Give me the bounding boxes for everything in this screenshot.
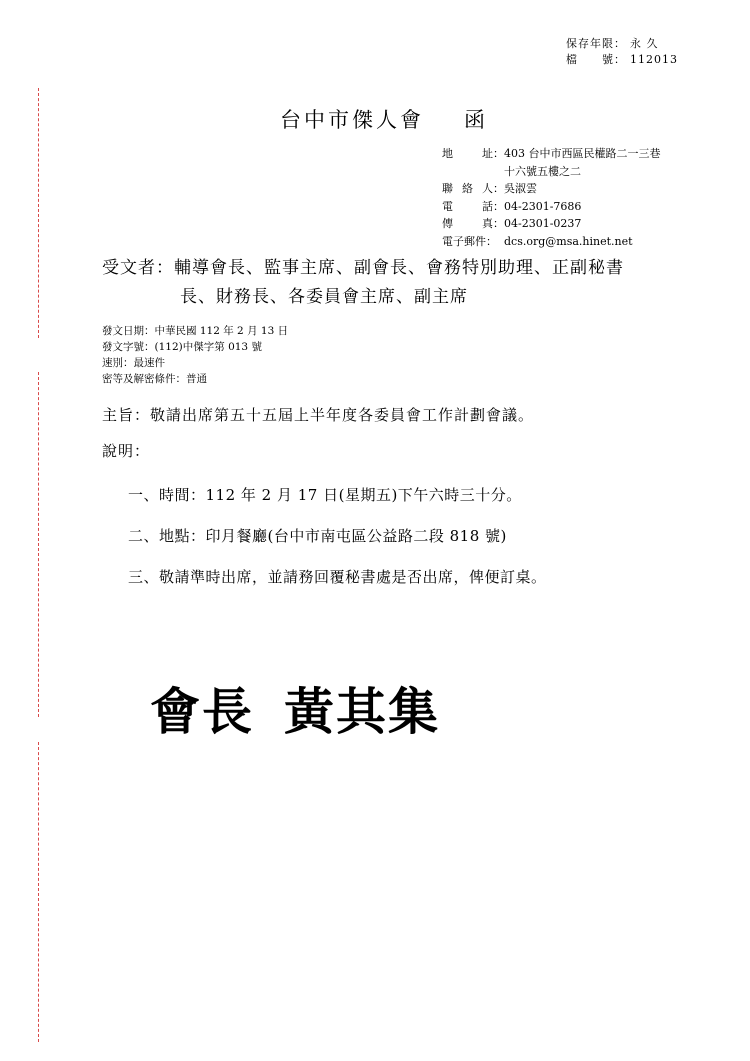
address-label: 地 址： — [442, 147, 504, 160]
issue-date: 發文日期：中華民國 112 年 2 月 13 日 — [102, 325, 289, 337]
retention-block — [566, 36, 678, 68]
contact-value: 吳淑雲 — [504, 182, 537, 195]
signature — [150, 672, 440, 744]
file-number-label: 檔 號： — [566, 53, 626, 66]
signature-name: 黃其集 — [284, 683, 440, 741]
email-value: dcs.org@msa.hinet.net — [504, 234, 633, 248]
binding-line-bottom — [38, 742, 39, 1042]
email-row — [442, 233, 661, 251]
retention-period-row — [566, 36, 678, 52]
explanation-item-rsvp: 三、敬請準時出席，並請務回覆秘書處是否出席，俾便訂桌。 — [128, 568, 547, 586]
binding-line-middle — [38, 372, 39, 717]
contact-label: 聯 絡 人： — [442, 182, 504, 195]
meta-block — [102, 323, 288, 387]
fax-row — [442, 215, 661, 233]
fax-value: 04-2301-0237 — [504, 217, 582, 230]
recipients-block — [102, 254, 702, 312]
email-label: 電子郵件： — [442, 234, 497, 248]
explanation-items — [128, 484, 547, 607]
file-number-value: 112013 — [630, 53, 678, 66]
explanation-item-time: 一、時間：112 年 2 月 17 日(星期五)下午六時三十分。 — [128, 486, 522, 504]
binding-line-top — [38, 88, 39, 338]
document-title — [280, 104, 488, 134]
explanation-heading: 說明： — [102, 442, 151, 460]
org-name: 台中市傑人會 — [280, 108, 424, 132]
fax-label: 傳 真： — [442, 217, 504, 230]
security-level: 密等及解密條件：普通 — [102, 373, 207, 385]
doc-type: 函 — [464, 108, 488, 132]
address-value-line2: 十六號五樓之二 — [504, 164, 581, 178]
address-continuation — [442, 163, 661, 181]
sender-info — [442, 145, 661, 250]
explanation-item-location: 二、地點：印月餐廳(台中市南屯區公益路二段 818 號) — [128, 527, 507, 545]
delivery-speed: 速別：最速件 — [102, 357, 165, 369]
subject-line: 主旨：敬請出席第五十五屆上半年度各委員會工作計劃會議。 — [102, 406, 535, 424]
contact-row — [442, 180, 661, 198]
address-value: 403 台中市西區民權路二一三巷 — [504, 147, 661, 160]
retention-period-value: 永 久 — [630, 37, 659, 50]
recipients-line-1: 受文者：輔導會長、監事主席、副會長、會務特別助理、正副秘書 — [102, 258, 624, 278]
address-row — [442, 145, 661, 163]
phone-value: 04-2301-7686 — [504, 199, 582, 213]
phone-label: 電 話： — [442, 199, 504, 213]
file-number-row — [566, 52, 678, 68]
signature-title: 會長 — [150, 683, 254, 741]
recipients-line-2: 長、財務長、各委員會主席、副主席 — [180, 287, 468, 307]
phone-row — [442, 198, 661, 216]
issue-number: 發文字號：(112)中傑字第 013 號 — [102, 341, 262, 353]
retention-period-label: 保存年限： — [566, 37, 626, 50]
